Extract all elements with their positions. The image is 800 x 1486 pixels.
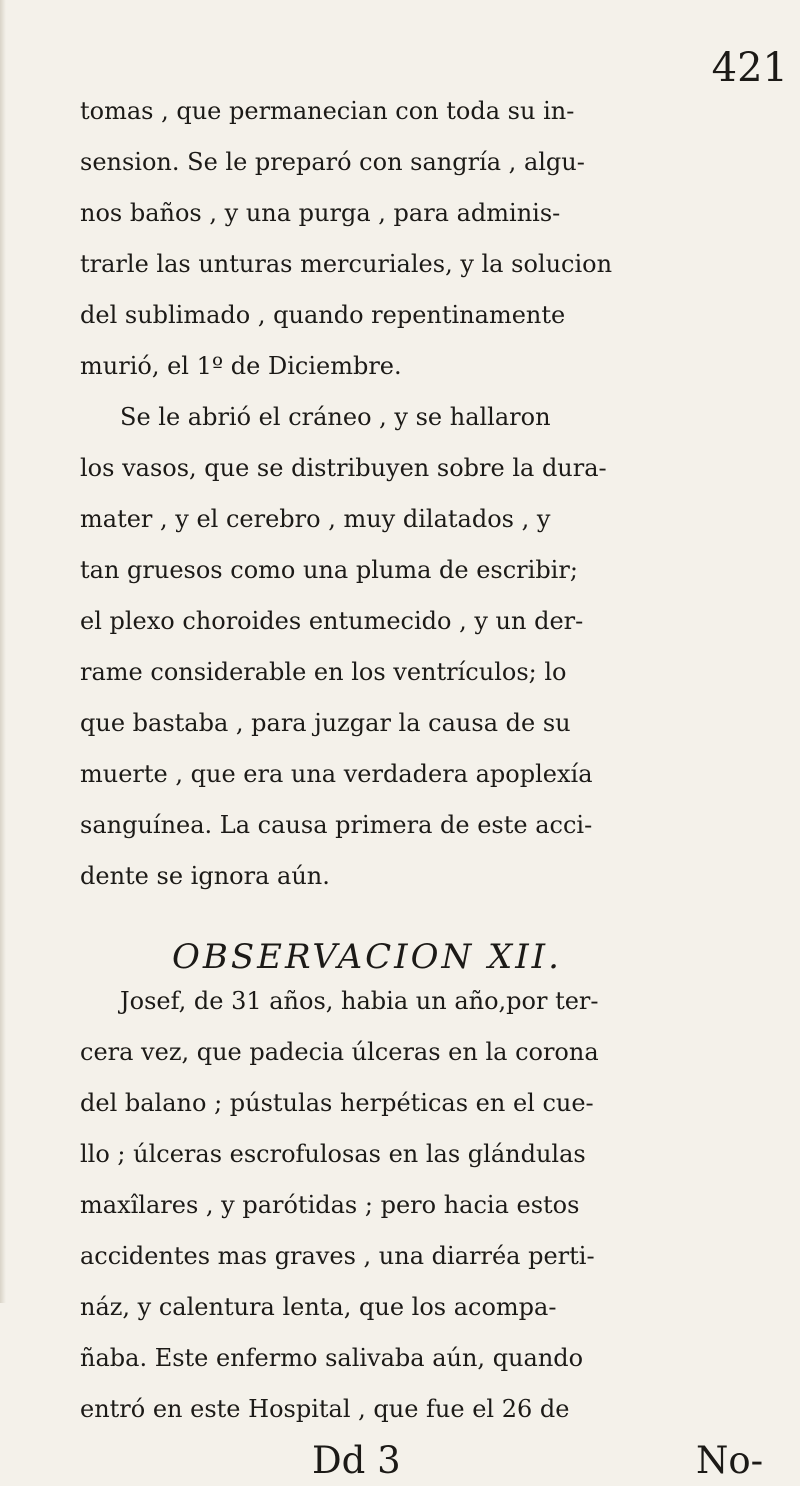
section-heading: OBSERVACION XII. — [172, 937, 562, 977]
paragraph-3 — [0, 976, 800, 1435]
text-line: tan gruesos como una pluma de escribir; — [80, 556, 578, 584]
text-line: maxîlares , y parótidas ; pero hacia estos — [80, 1191, 580, 1219]
text-line: muerte , que era una verdadera apoplexía — [80, 760, 593, 788]
text-line: nos baños , y una purga , para adminis- — [80, 199, 561, 227]
text-line: del sublimado , quando repentinamente — [80, 301, 566, 329]
text-line: sanguínea. La causa primera de este acci- — [80, 811, 593, 839]
text-line: accidentes mas graves , una diarréa perti- — [80, 1242, 595, 1270]
text-line: murió, el 1º de Diciembre. — [80, 352, 402, 380]
text-line: entró en este Hospital , que fue el 26 de — [80, 1395, 570, 1423]
page-footer — [0, 1435, 800, 1486]
text-line: dente se ignora aún. — [80, 862, 330, 890]
body-text — [0, 86, 800, 1486]
text-line: llo ; úlceras escrofulosas en las glándulas — [80, 1140, 586, 1168]
text-line: náz, y calentura lenta, que los acompa- — [80, 1293, 557, 1321]
text-line: ñaba. Este enfermo salivaba aún, quando — [80, 1344, 584, 1372]
text-line: Se le abrió el cráneo , y se hallaron — [120, 403, 551, 431]
paragraph-1 — [0, 86, 800, 392]
text-line: rame considerable en los ventrículos; lo — [80, 658, 567, 686]
text-line: del balano ; pústulas herpéticas en el cue- — [80, 1089, 594, 1117]
catchword: No- — [696, 1439, 764, 1482]
paragraph-2 — [0, 392, 800, 902]
text-line: sension. Se le preparó con sangría , algu- — [80, 148, 585, 176]
text-line: los vasos, que se distribuyen sobre la dura- — [80, 454, 607, 482]
page-number: 421 — [711, 45, 788, 91]
signature-mark: Dd 3 — [312, 1439, 401, 1482]
text-line: cera vez, que padecia úlceras en la corona — [80, 1038, 599, 1066]
text-line: el plexo choroides entumecido , y un der- — [80, 607, 584, 635]
text-line: trarle las unturas mercuriales, y la solucion — [80, 250, 613, 278]
text-line: mater , y el cerebro , muy dilatados , y — [80, 505, 551, 533]
text-line: Josef, de 31 años, habia un año,por ter- — [120, 987, 599, 1015]
text-line: que bastaba , para juzgar la causa de su — [80, 709, 571, 737]
text-line: tomas , que permanecian con toda su in- — [80, 97, 575, 125]
